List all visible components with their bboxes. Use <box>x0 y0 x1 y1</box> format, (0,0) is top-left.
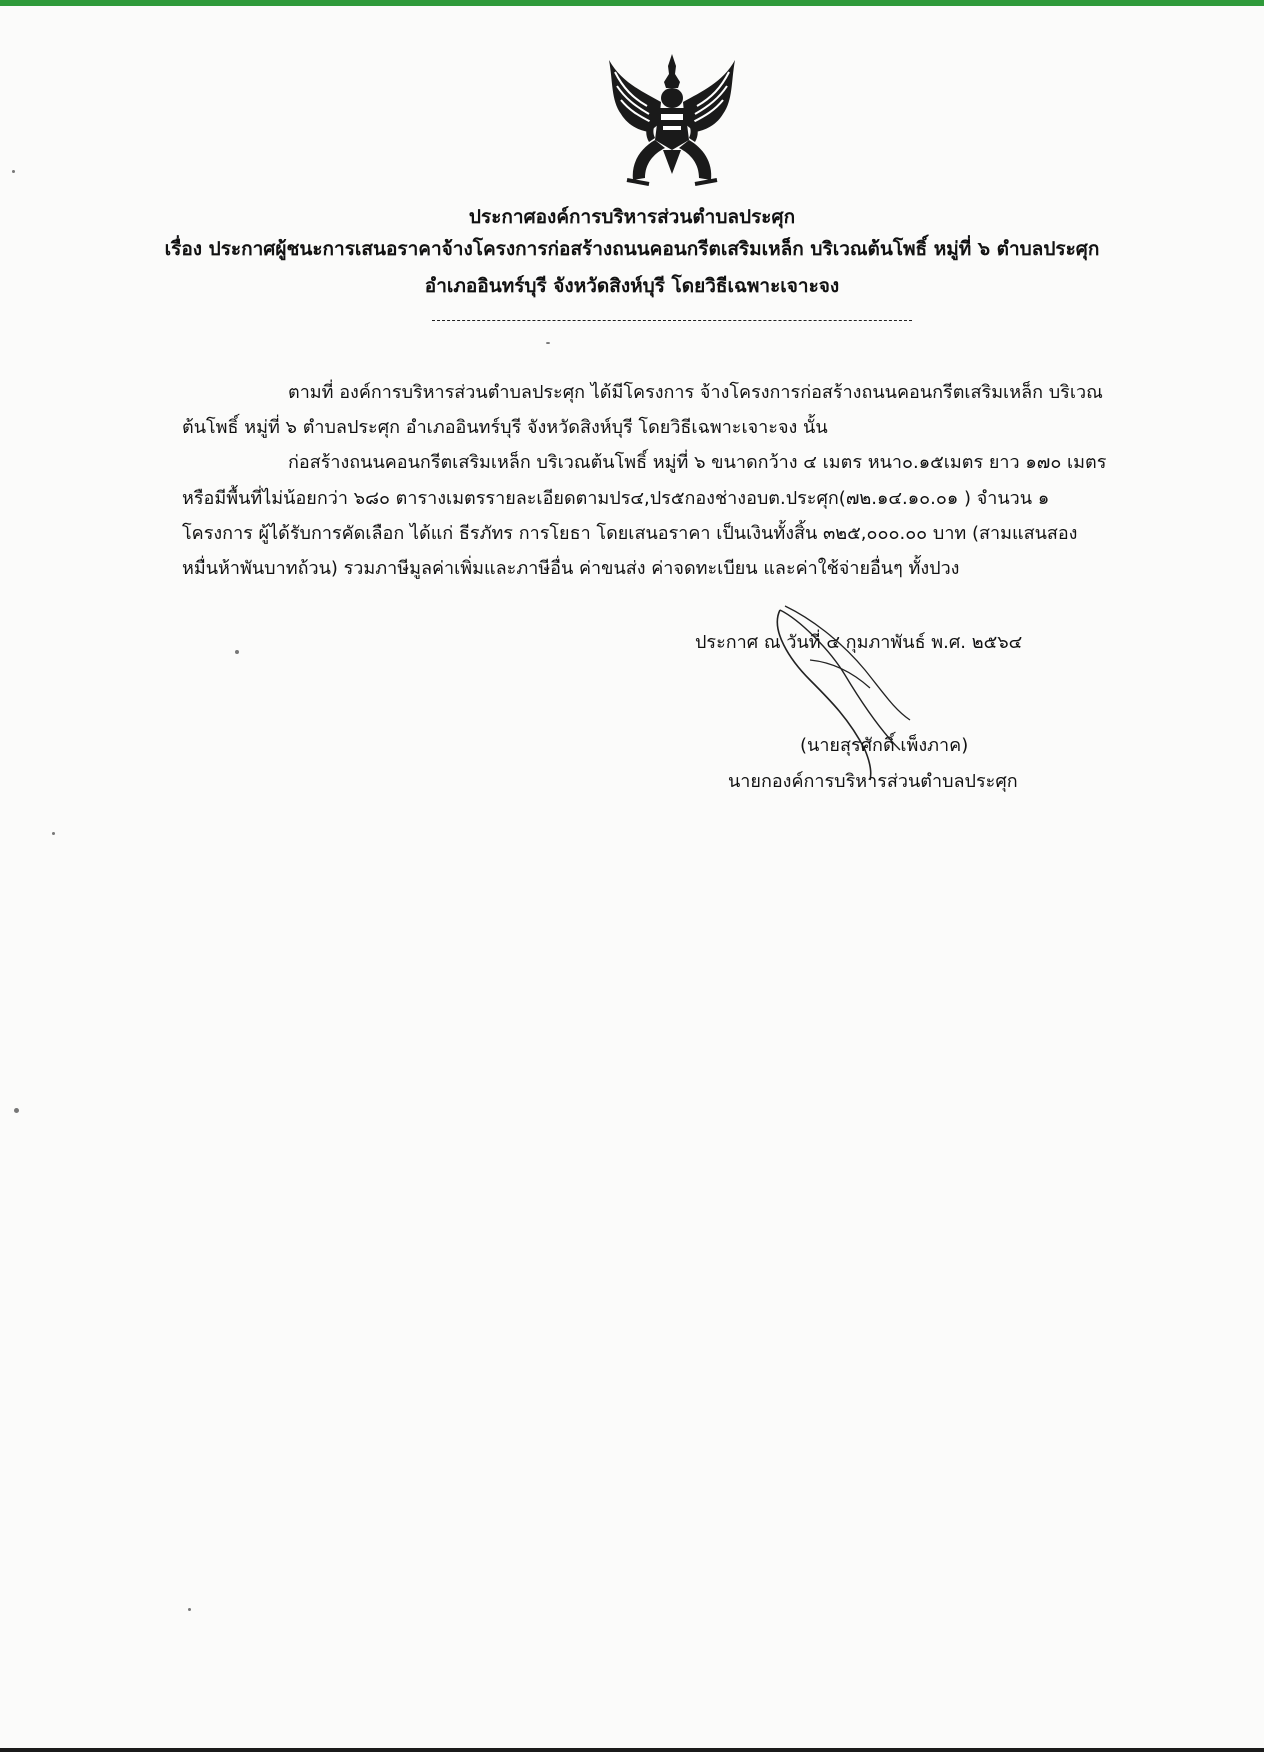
announcement-subject-line-1: เรื่อง ประกาศผู้ชนะการเสนอราคาจ้างโครงการก่อสร้างถนนคอนกรีตเสริมเหล็ก บริเวณต้นโพธิ์ หมู่ที่ ๖ ตำบลประศุก <box>164 238 1100 260</box>
scan-speck <box>52 832 55 835</box>
scan-speck <box>546 342 550 344</box>
title-divider <box>432 320 912 321</box>
announcement-subject-line-2: อำเภออินทร์บุรี จังหวัดสิงห์บุรี โดยวิธีเฉพาะเจาะจง <box>424 275 840 297</box>
scan-edge-bottom <box>0 1748 1264 1752</box>
paragraph-1-line-2: ต้นโพธิ์ หมู่ที่ ๖ ตำบลประศุก อำเภออินทร์บุรี จังหวัดสิงห์บุรี โดยวิธีเฉพาะเจาะจง นั้น <box>182 417 828 438</box>
scan-speck <box>12 170 15 173</box>
scan-speck <box>235 650 239 654</box>
paragraph-2-line-3: โครงการ ผู้ได้รับการคัดเลือก ได้แก่ ธีรภัทร การโยธา โดยเสนอราคา เป็นเงินทั้งสิ้น ๓๒๕,๐๐๐.๐๐ บาท (สามแสนสอง <box>182 523 1078 544</box>
signer-name: (นายสุรศักดิ์ เพ็งภาค) <box>800 735 969 756</box>
paragraph-2-line-1: ก่อสร้างถนนคอนกรีตเสริมเหล็ก บริเวณต้นโพธิ์ หมู่ที่ ๖ ขนาดกว้าง ๔ เมตร หนา๐.๑๕เมตร ยาว ๑๗๐ เมตร <box>288 452 1107 473</box>
announcement-date: ประกาศ ณ วันที่ ๔ กุมภาพันธ์ พ.ศ. ๒๕๖๔ <box>695 632 1023 653</box>
scan-edge-top <box>0 0 1264 6</box>
garuda-emblem-icon <box>603 52 741 190</box>
scan-speck <box>188 1608 191 1611</box>
paragraph-2-line-4: หมื่นห้าพันบาทถ้วน) รวมภาษีมูลค่าเพิ่มและภาษีอื่น ค่าขนส่ง ค่าจดทะเบียน และค่าใช้จ่ายอื่นๆ ทั้งปวง <box>182 558 960 579</box>
scan-speck <box>14 1108 19 1113</box>
paragraph-1-line-1: ตามที่ องค์การบริหารส่วนตำบลประศุก ได้มีโครงการ จ้างโครงการก่อสร้างถนนคอนกรีตเสริมเหล็ก บริเวณ <box>288 382 1103 403</box>
announcement-title: ประกาศองค์การบริหารส่วนตำบลประศุก <box>468 206 796 228</box>
paragraph-2-line-2: หรือมีพื้นที่ไม่น้อยกว่า ๖๘๐ ตารางเมตรรายละเอียดตามปร๔,ปร๕กองช่างอบต.ประศุก(๗๒.๑๔.๑๐.๐๑ ) จำนวน ๑ <box>182 488 1050 509</box>
signer-title: นายกองค์การบริหารส่วนตำบลประศุก <box>728 771 1018 792</box>
